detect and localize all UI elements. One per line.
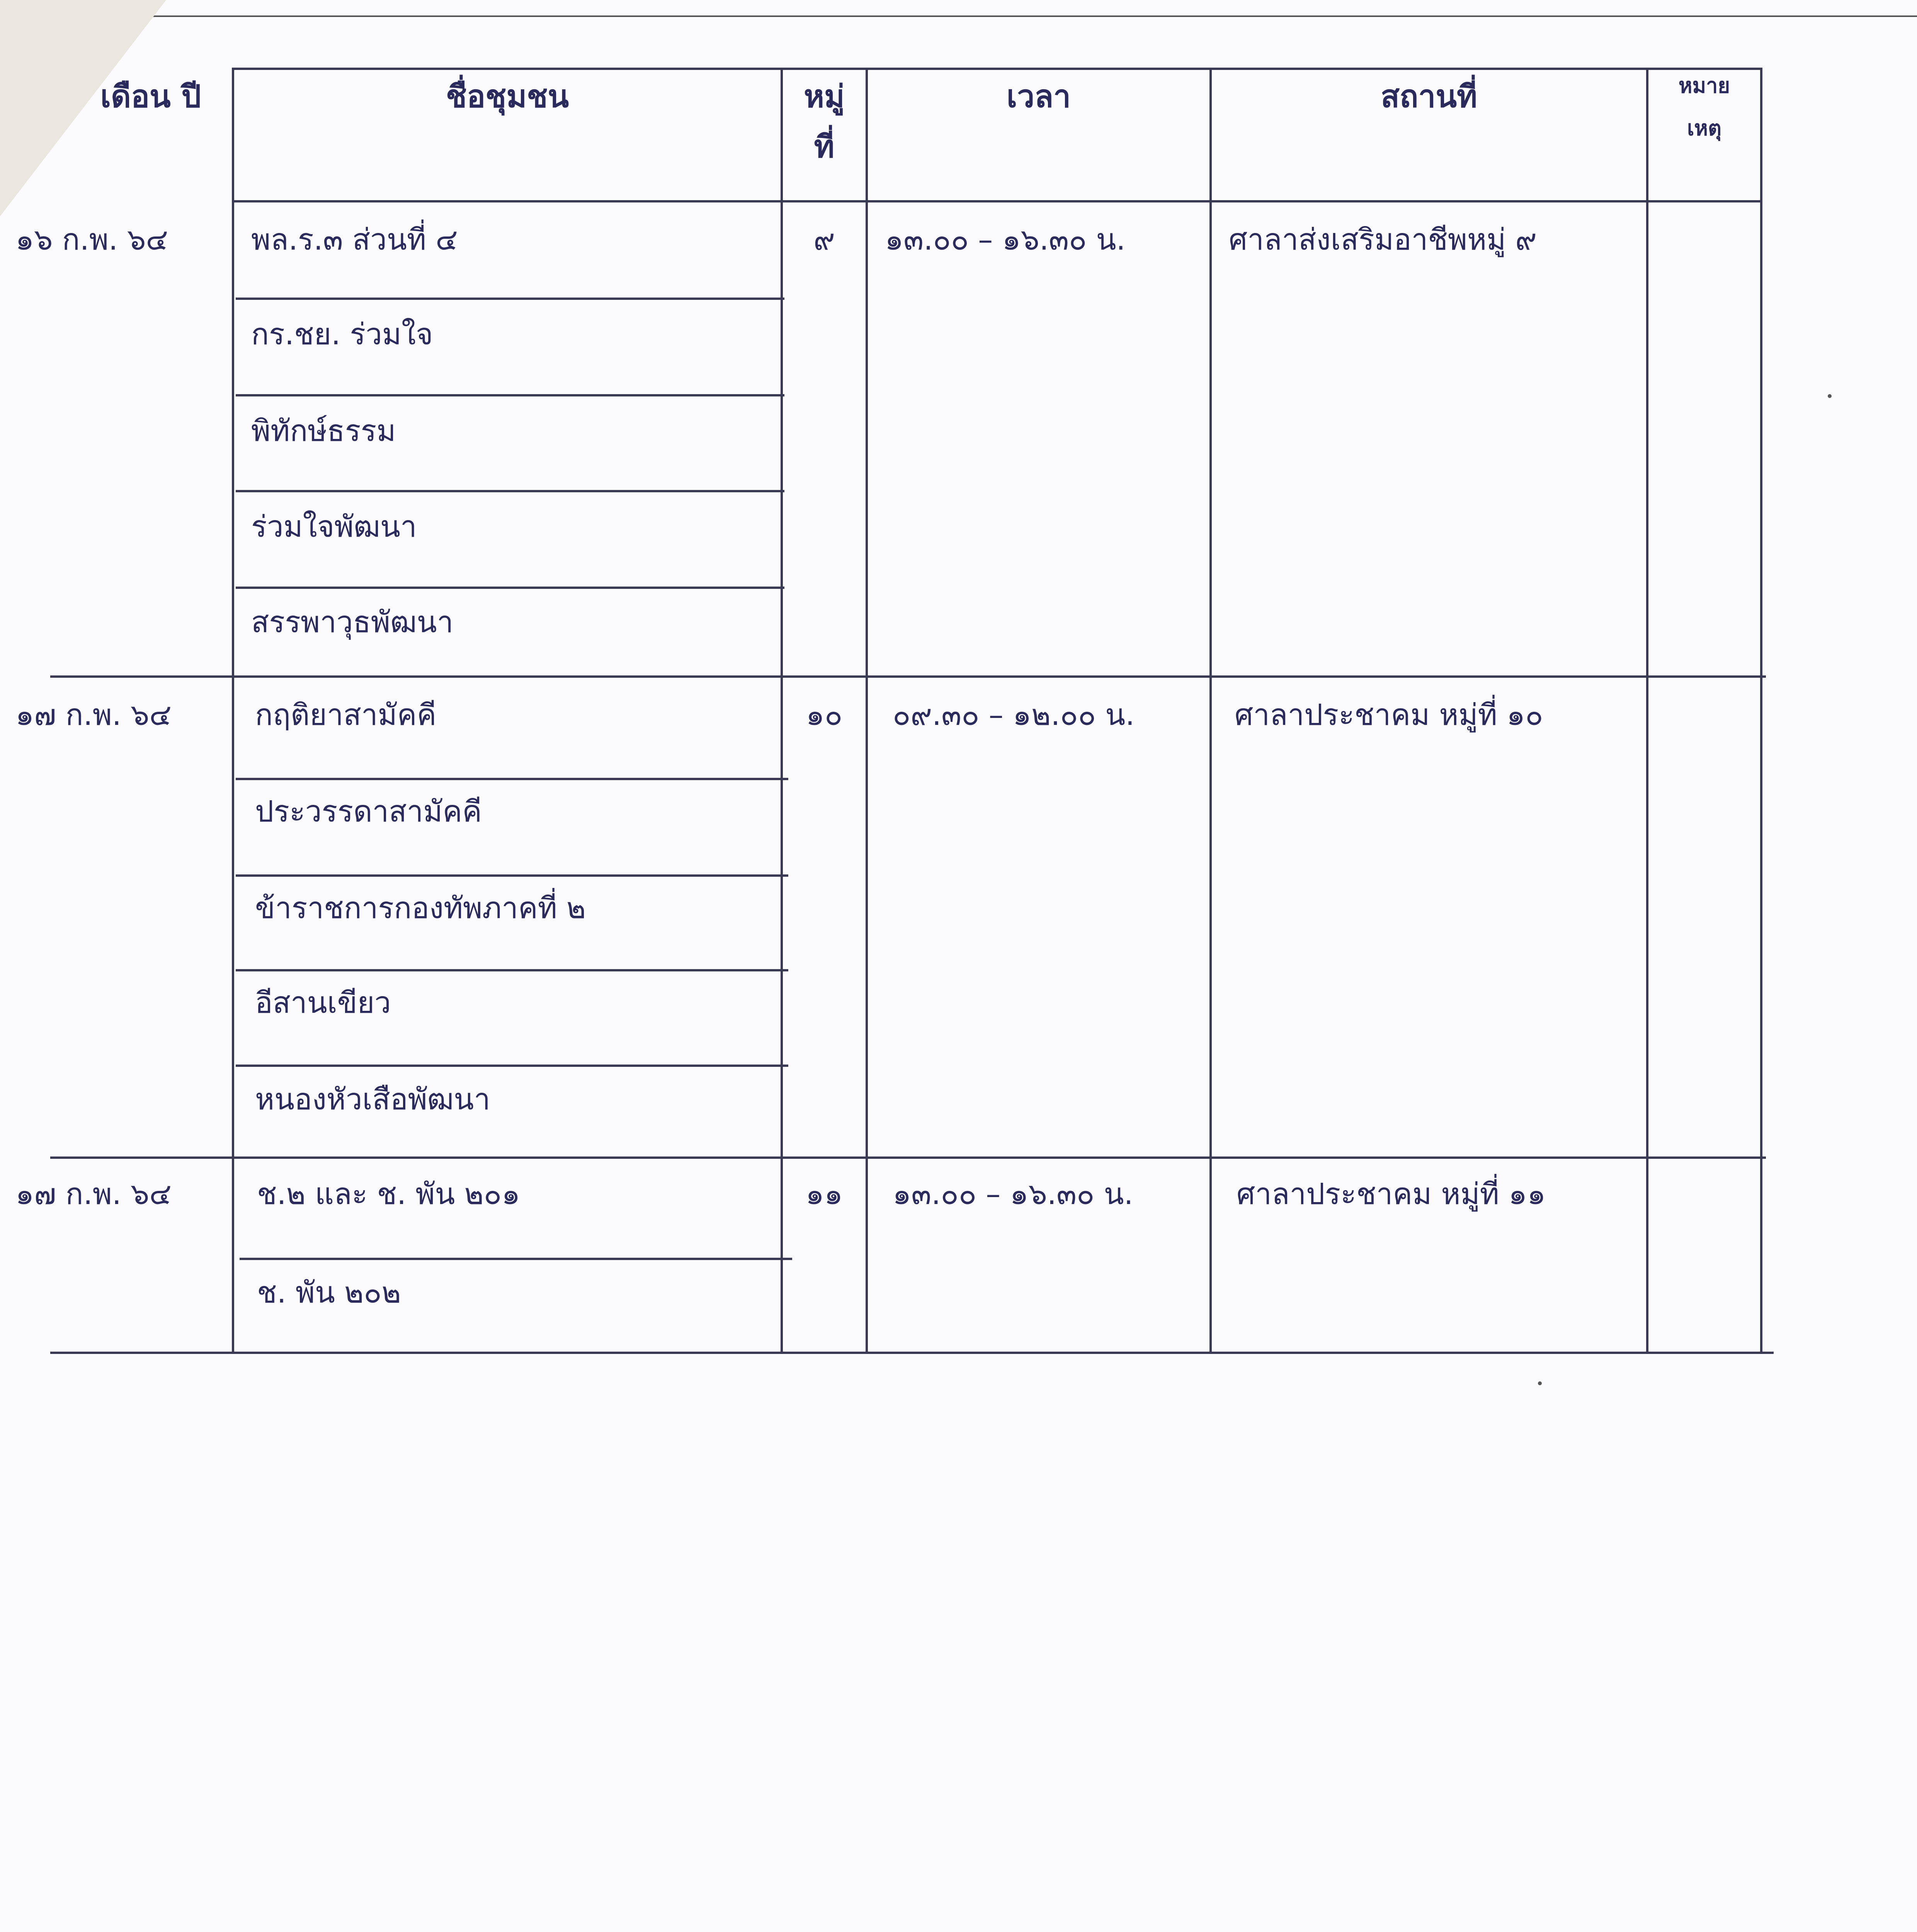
row-divider: [240, 1258, 792, 1260]
group1-community-5: สรรพาวุธพัฒนา: [251, 605, 454, 639]
group2-village: ๑๐: [806, 697, 843, 732]
row-divider: [236, 1065, 788, 1067]
group2-community-3: ข้าราชการกองทัพภาคที่ ๒: [255, 891, 586, 925]
group2-bottom-border: [50, 1156, 1766, 1159]
group3-time: ๑๓.๐๐ – ๑๖.๓๐ น.: [893, 1177, 1133, 1211]
header-remark-line1: หมาย: [1678, 73, 1730, 98]
row-divider: [236, 587, 784, 589]
header-time: เวลา: [1006, 78, 1071, 114]
table-top-border: [232, 68, 1762, 70]
row-divider: [236, 298, 784, 300]
col-divider-remark: [1760, 68, 1762, 1353]
col-divider-village: [866, 68, 868, 1353]
row-divider: [236, 394, 784, 396]
col-divider-place: [1646, 68, 1648, 1353]
group3-community-2: ช. พัน ๒๐๒: [257, 1275, 401, 1310]
col-divider-time: [1209, 68, 1212, 1353]
group1-time: ๑๓.๐๐ – ๑๖.๓๐ น.: [885, 222, 1126, 257]
group1-date: ๑๖ ก.พ. ๖๔: [15, 222, 168, 257]
group1-village: ๙: [813, 222, 835, 257]
header-date: เดือน ปี: [100, 78, 201, 114]
group2-community-1: กฤติยาสามัคคี: [255, 697, 437, 732]
group1-community-2: กร.ชย. ร่วมใจ: [251, 317, 433, 351]
scan-speck: [1828, 394, 1832, 398]
header-community: ชื่อชุมชน: [446, 78, 569, 114]
group2-place: ศาลาประชาคม หมู่ที่ ๑๐: [1235, 697, 1543, 732]
group3-village: ๑๑: [805, 1177, 843, 1211]
group1-community-1: พล.ร.๓ ส่วนที่ ๔: [251, 222, 458, 257]
header-village-line2: ที่: [814, 129, 835, 165]
group1-place: ศาลาส่งเสริมอาชีพหมู่ ๙: [1229, 222, 1537, 257]
group2-time: ๐๙.๓๐ – ๑๒.๐๐ น.: [893, 697, 1135, 732]
group3-place: ศาลาประชาคม หมู่ที่ ๑๑: [1237, 1177, 1546, 1211]
header-remark-line2: เหตุ: [1687, 116, 1722, 140]
row-divider: [236, 874, 788, 877]
row-divider: [236, 969, 788, 971]
scan-top-edge: [116, 15, 1917, 17]
col-divider-date: [232, 68, 234, 1353]
group2-community-2: ประวรรดาสามัคคี: [255, 794, 482, 828]
group1-bottom-border: [50, 675, 1766, 678]
group2-community-5: หนองหัวเสือพัฒนา: [255, 1082, 490, 1116]
group3-date: ๑๗ ก.พ. ๖๔: [15, 1177, 172, 1211]
row-divider: [236, 778, 788, 780]
row-divider: [236, 490, 784, 492]
folded-corner: [0, 0, 166, 216]
group2-community-4: อีสานเขียว: [255, 985, 391, 1020]
table-bottom-border: [50, 1352, 1774, 1354]
group1-community-4: ร่วมใจพัฒนา: [251, 509, 417, 544]
group1-community-3: พิทักษ์ธรรม: [251, 413, 396, 448]
scan-speck: [1538, 1381, 1542, 1385]
group2-date: ๑๗ ก.พ. ๖๔: [15, 697, 172, 732]
group3-community-1: ช.๒ และ ช. พัน ๒๐๑: [257, 1177, 520, 1211]
header-place: สถานที่: [1381, 78, 1477, 114]
header-bottom-border: [232, 200, 1762, 202]
header-village-line1: หมู่: [804, 78, 845, 114]
